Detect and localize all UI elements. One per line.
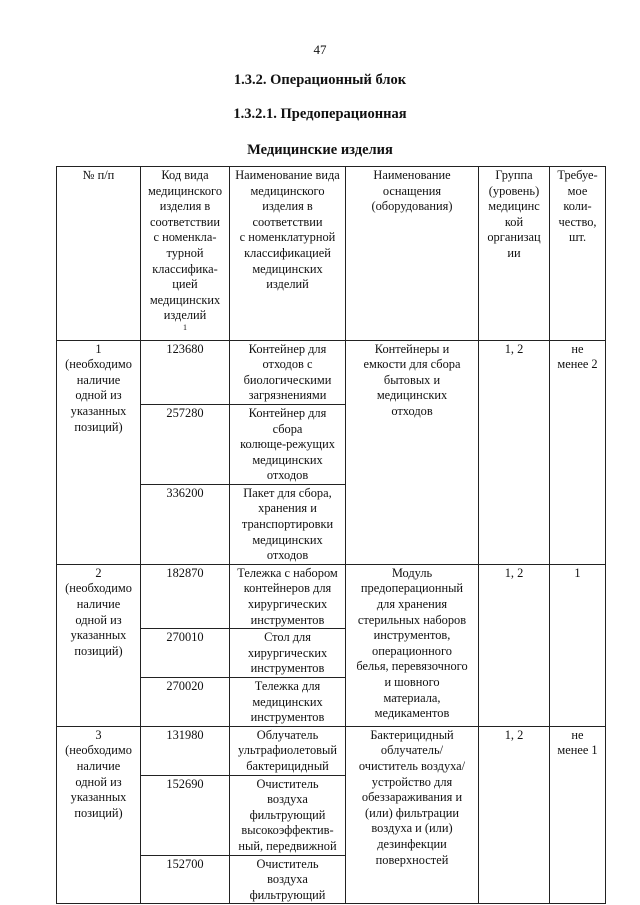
table-row bbox=[57, 726, 606, 775]
device-name: Облучатель ультрафиолетовый бактерицидный bbox=[230, 726, 346, 775]
position-number: 2 (необходимо наличие одной из указанных позиций) bbox=[57, 564, 141, 726]
device-name: Очиститель воздуха фильтрующий bbox=[230, 855, 346, 904]
device-name: Контейнер для отходов с биологическими загрязнениями bbox=[230, 340, 346, 404]
device-code: 123680 bbox=[141, 340, 230, 404]
device-code: 336200 bbox=[141, 484, 230, 564]
header-qty: Требуе- мое коли- чество, шт. bbox=[550, 167, 606, 341]
required-quantity: не менее 1 bbox=[550, 726, 606, 904]
header-group: Группа (уровень) медицинс кой организац ии bbox=[479, 167, 550, 341]
device-code: 270010 bbox=[141, 629, 230, 678]
footnote-mark: 1 bbox=[183, 322, 187, 332]
equipment-name: Бактерицидный облучатель/ очиститель воздуха/ устройство для обеззараживания и (или) фильтрации воздуха и (или) дезинфекции поверхностей bbox=[346, 726, 479, 904]
position-number: 1 (необходимо наличие одной из указанных позиций) bbox=[57, 340, 141, 564]
device-code: 270020 bbox=[141, 678, 230, 727]
device-code: 152690 bbox=[141, 775, 230, 855]
device-name: Стол для хирургических инструментов bbox=[230, 629, 346, 678]
subsection-heading: 1.3.2.1. Предоперационная bbox=[233, 106, 407, 122]
header-code: Код вида медицинского изделия в соответствии с номенкла- турной классифика- цией медицинских изделий $^1$ bbox=[141, 167, 230, 341]
header-equipment: Наименование оснащения (оборудования) bbox=[346, 167, 479, 341]
header-name: Наименование вида медицинского изделия в соответствии с номенклатурной классификацией медицинских изделий bbox=[230, 167, 346, 341]
table-header-row bbox=[57, 167, 606, 341]
required-quantity: 1 bbox=[550, 564, 606, 726]
header-num: № п/п bbox=[57, 167, 141, 341]
device-name: Тележка с набором контейнеров для хирургических инструментов bbox=[230, 564, 346, 628]
device-code: 182870 bbox=[141, 564, 230, 628]
device-name: Пакет для сбора, хранения и транспортировки медицинских отходов bbox=[230, 484, 346, 564]
organization-group: 1, 2 bbox=[479, 340, 550, 564]
organization-group: 1, 2 bbox=[479, 726, 550, 904]
equipment-name: Модуль предоперационный для хранения стерильных наборов инструментов, операционного белья, перевязочного и шовного материала, медикаментов bbox=[346, 564, 479, 726]
medical-devices-table bbox=[56, 166, 606, 904]
table-row bbox=[57, 340, 606, 404]
organization-group: 1, 2 bbox=[479, 564, 550, 726]
device-name: Контейнер для сбора колюще-режущих медицинских отходов bbox=[230, 404, 346, 484]
table-row bbox=[57, 564, 606, 628]
device-code: 131980 bbox=[141, 726, 230, 775]
device-name: Очиститель воздуха фильтрующий высокоэффектив- ный, передвижной bbox=[230, 775, 346, 855]
required-quantity: не менее 2 bbox=[550, 340, 606, 564]
page-number: 47 bbox=[313, 42, 327, 57]
equipment-name: Контейнеры и емкости для сбора бытовых и медицинских отходов bbox=[346, 340, 479, 564]
device-code: 257280 bbox=[141, 404, 230, 484]
position-number: 3 (необходимо наличие одной из указанных позиций) bbox=[57, 726, 141, 904]
device-code: 152700 bbox=[141, 855, 230, 904]
table-title: Медицинские изделия bbox=[247, 142, 393, 158]
section-heading: 1.3.2. Операционный блок bbox=[233, 72, 407, 88]
device-name: Тележка для медицинских инструментов bbox=[230, 678, 346, 727]
